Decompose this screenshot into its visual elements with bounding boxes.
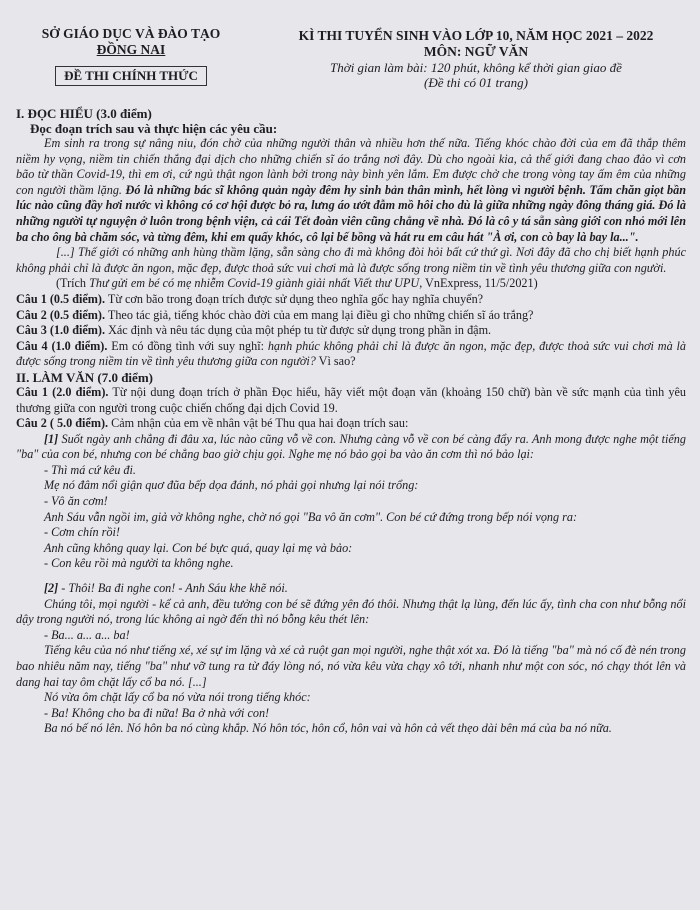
official-badge: ĐỀ THI CHÍNH THỨC <box>55 66 207 86</box>
part1-title: I. ĐỌC HIỂU (3.0 điểm) <box>16 106 152 121</box>
time-limit: Thời gian làm bài: 120 phút, không kể thời gian giao đề <box>330 60 622 75</box>
question-4: Câu 4 (1.0 điểm). Em có đồng tình với suy nghĩ: hạnh phúc không phải chỉ là được ăn ngon, mặc đẹp, được thoả sức vui chơi mà là được sống trong niềm tin về tình yêu thương giữa con người? Vì sao? <box>16 338 686 369</box>
excerpt-2: [2] - Thôi! Ba đi nghe con! - Anh Sáu khe khẽ nói. Chúng tôi, mọi người - kể cả anh, đều tưởng con bé sẽ đứng yên đó thôi. Nhưng thật lạ lùng, đến lúc ấy, tình cha con như bỗng nổi dậy trong người nó, trong lúc không ai ngờ đến thì nó bỗng kêu thét lên: - Ba... a... a... ba! Tiếng kêu của nó như tiếng xé, xé sự im lặng và xé cả ruột gan mọi người, nghe thật xót xa. Đó là tiếng "ba" mà nó cố đè nén trong bao nhiêu năm nay, tiếng "ba" như vỡ tung ra từ đáy lòng nó, nó vừa kêu vừa chạy xô tới, nhanh như một con sóc, nó chạy thót lên và dang hai tay ôm chặt lấy cổ ba nó. [...] Nó vừa ôm chặt lấy cổ ba nó vừa nói trong tiếng khóc: - Ba! Không cho ba đi nữa! Ba ở nhà với con! Ba nó bế nó lên. Nó hôn ba nó cùng khắp. Nó hôn tóc, hôn cổ, hôn vai và hôn cả vết thẹo dài bên má của ba nó nữa. <box>16 581 686 736</box>
essay-question-1: Câu 1 (2.0 điểm). Từ nội dung đoạn trích ở phần Đọc hiểu, hãy viết một đoạn văn (khoảng 150 chữ) bàn về sức mạnh của tình yêu thương giữa con người trong cuộc chiến chống đại dịch Covid 19. <box>16 384 686 415</box>
passage-paragraph <box>16 136 686 245</box>
question-2: Câu 2 (0.5 điểm). Theo tác giả, tiếng khóc chào đời của em mang lại điều gì cho những chiến sĩ áo trắng? <box>16 307 534 322</box>
part2-title: II. LÀM VĂN (7.0 điểm) <box>16 369 153 385</box>
province-name: ĐỒNG NAI <box>96 42 166 57</box>
subject-name: MÔN: NGỮ VĂN <box>423 44 529 59</box>
header-left <box>16 26 246 106</box>
passage-source: (Trích Thư gửi em bé có mẹ nhiễm Covid-19 giành giải nhất Viết thư UPU, VnExpress, 11/5/2021) <box>56 276 538 291</box>
passage-c: [...] Thế giới có những anh hùng thầm lặng, sẵn sàng cho đi mà không đòi hỏi bất cứ thứ gì. Nơi đây đã cho chị biết hạnh phúc không phải chỉ là được ăn ngon, mặc đẹp, được thoả sức vui chơi mà là được sống trong niềm tin về tình yêu thương giữa con người. <box>16 245 686 275</box>
essay-question-2: Câu 2 ( 5.0 điểm). Cảm nhận của em về nhân vật bé Thu qua hai đoạn trích sau: <box>16 416 409 431</box>
excerpt-2-label: [2] <box>44 581 59 596</box>
exam-header <box>16 26 686 106</box>
passage-bold: Đó là những bác sĩ không quản ngày đêm hy sinh bản thân mình, hết lòng vì người bệnh. Tấm chăn giọt bần lúc nào cũng đầy hơi nước vì không có cơ hội được bỏ ra, lưng áo ướt đẫm mồ hôi cho dù là giữa những ngày đông tháng giá. Đó là những người tự nguyện ở luôn trong bệnh viện, cả cái Tết đoàn viên cũng chẳng về nhà. Đó là cô y tá sẵn sàng giới con nhỏ mới lên ba cho ông bà chăm sóc, và từng đêm, khi em quấy khóc, cô lại bế bồng và hát ru em câu hát "À ơi, con cò bay là bay la...". <box>16 182 687 244</box>
question-3: Câu 3 (1.0 điểm). Xác định và nêu tác dụng của một phép tu từ được sử dụng trong phần in đậm. <box>16 323 492 338</box>
excerpt-1: [1] Suốt ngày anh chẳng đi đâu xa, lúc nào cũng vỗ về con. Nhưng càng vỗ về con bé càng đẩy ra. Anh mong được nghe một tiếng "ba" của con bé, nhưng con bé chẳng bao giờ chịu gọi. Nghe mẹ nó bảo gọi ba vào ăn cơm thì nó bảo lại: - Thì má cứ kêu đi. Mẹ nó đâm nổi giận quơ đũa bếp dọa đánh, nó phải gọi nhưng lại nói trổng: - Vô ăn cơm! Anh Sáu vẫn ngồi im, giả vờ không nghe, chờ nó gọi "Ba vô ăn cơm". Con bé cứ đứng trong bếp nói vọng ra: - Cơm chín rồi! Anh cũng không quay lại. Con bé bực quá, quay lại mẹ và bảo: - Con kêu rồi mà người ta không nghe. <box>16 431 686 571</box>
page-count: (Đề thi có 01 trang) <box>424 75 528 90</box>
department-name: SỞ GIÁO DỤC VÀ ĐÀO TẠO <box>41 26 221 41</box>
header-right <box>266 26 686 106</box>
part1-instruction: Đọc đoạn trích sau và thực hiện các yêu cầu: <box>30 121 278 136</box>
exam-title: KÌ THI TUYỂN SINH VÀO LỚP 10, NĂM HỌC 2021 – 2022 <box>298 28 654 43</box>
question-1: Câu 1 (0.5 điểm). Từ cơn bão trong đoạn trích được sử dụng theo nghĩa gốc hay nghĩa chuyển? <box>16 291 484 306</box>
passage-a: Em sinh ra trong sự nâng niu, đón chờ của những người thân và nhiều hơn thế nữa. Tiếng khóc chào đời của em đã thắp thêm niềm hy vọng, niềm tin chiến thắng đại dịch cho những chiến sĩ áo trắng nơi đây. Dù cho ngoài kia, cả thế giới đang chao đảo vì cơn bão từ thần Covid-19, thì em ơi, cứ ngủ thật ngon lành bởi trong này bình yên lắm. Em được chở che trong vòng tay ấm êm của những con người thầm lặng. <box>16 136 686 197</box>
excerpt-1-label: [1] <box>44 431 59 446</box>
